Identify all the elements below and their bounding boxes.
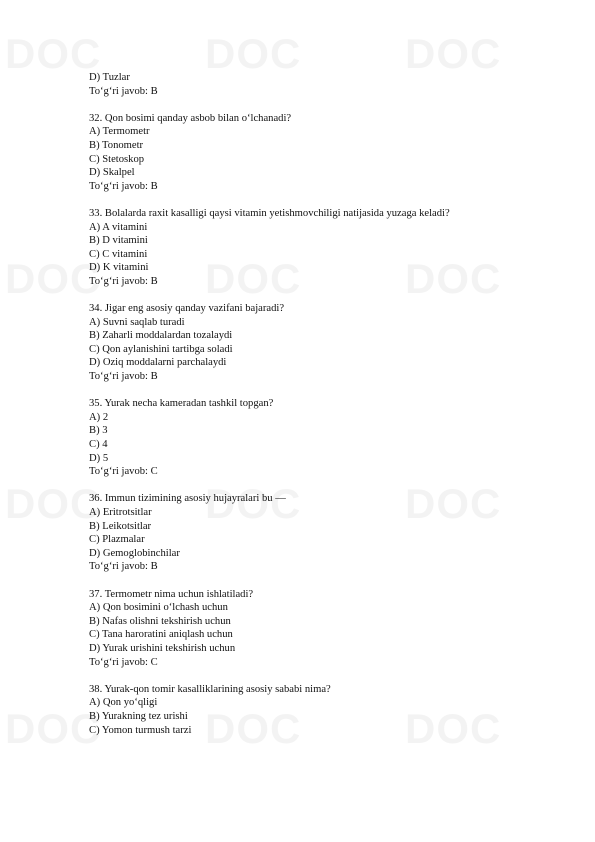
answer-option: C) Stetoskop [89, 153, 145, 165]
blank-line [89, 289, 569, 303]
answer-option: A) Eritrotsitlar [89, 507, 152, 518]
blank-line [89, 669, 569, 683]
answer-option: D) Tuzlar [89, 72, 130, 83]
answer-option: C) Yomon turmush tarzi [89, 724, 192, 736]
answer-option: C) Qon aylanishini tartibga soladi [89, 343, 233, 355]
question-text: 33. Bolalarda raxit kasalligi qaysi vitamin yetishmovchiligi natijasida yuzaga keladi? [89, 207, 450, 219]
document-body [89, 71, 569, 737]
question-text: 37. Termometr nima uchun ishlatiladi? [89, 588, 254, 600]
answer-option: B) 3 [89, 425, 108, 437]
answer-option: B) Tonometr [89, 139, 144, 151]
question-text: 35. Yurak necha kameradan tashkil topgan? [89, 398, 274, 410]
watermark-mark [5, 705, 101, 753]
answer-option: D) Gemoglobinchilar [89, 547, 180, 559]
answer-option: B) Leikotsitlar [89, 520, 152, 532]
answer-option: C) C vitamini [89, 248, 148, 260]
answer-option: B) Nafas olishni tekshirish uchun [89, 615, 231, 627]
correct-answer: To‘g‘ri javob: B [89, 85, 158, 97]
answer-option: A) Termometr [89, 126, 150, 138]
answer-option: B) D vitamini [89, 235, 148, 247]
blank-line [89, 98, 569, 112]
correct-answer: To‘g‘ri javob: B [89, 371, 158, 383]
question-text: 38. Yurak-qon tomir kasalliklarining asosiy sababi nima? [89, 683, 331, 695]
watermark-mark [5, 255, 101, 303]
answer-option: D) Yurak urishini tekshirish uchun [89, 642, 236, 654]
correct-answer: To‘g‘ri javob: B [89, 275, 158, 287]
question-text: 36. Immun tizimining asosiy hujayralari bu — [89, 493, 286, 505]
blank-line [89, 574, 569, 588]
answer-option: D) 5 [89, 452, 109, 464]
question-text: 34. Jigar eng asosiy qanday vazifani bajaradi? [89, 303, 285, 315]
watermark-mark [5, 30, 101, 78]
blank-line [89, 479, 569, 493]
answer-option: D) Skalpel [89, 167, 135, 179]
correct-answer: To‘g‘ri javob: B [89, 561, 158, 573]
answer-option: A) Suvni saqlab turadi [89, 316, 185, 328]
answer-option: B) Zaharli moddalardan tozalaydi [89, 330, 233, 342]
answer-option: A) Qon bosimini o‘lchash uchun [89, 602, 228, 614]
watermark-mark [5, 480, 101, 528]
blank-line [89, 384, 569, 398]
blank-line [89, 193, 569, 207]
answer-option: A) 2 [89, 411, 109, 423]
answer-option: B) Yurakning tez urishi [89, 710, 188, 722]
answer-option: C) 4 [89, 439, 108, 451]
answer-option: D) K vitamini [89, 262, 149, 274]
correct-answer: To‘g‘ri javob: B [89, 180, 158, 192]
correct-answer: To‘g‘ri javob: C [89, 466, 158, 478]
answer-option: C) Tana haroratini aniqlash uchun [89, 629, 233, 641]
answer-option: C) Plazmalar [89, 534, 145, 546]
answer-option: A) Qon yo‘qligi [89, 697, 158, 709]
answer-option: D) Oziq moddalarni parchalaydi [89, 357, 227, 369]
question-text: 32. Qon bosimi qanday asbob bilan o‘lchanadi? [89, 112, 292, 124]
answer-option: A) A vitamini [89, 221, 148, 233]
correct-answer: To‘g‘ri javob: C [89, 656, 158, 668]
